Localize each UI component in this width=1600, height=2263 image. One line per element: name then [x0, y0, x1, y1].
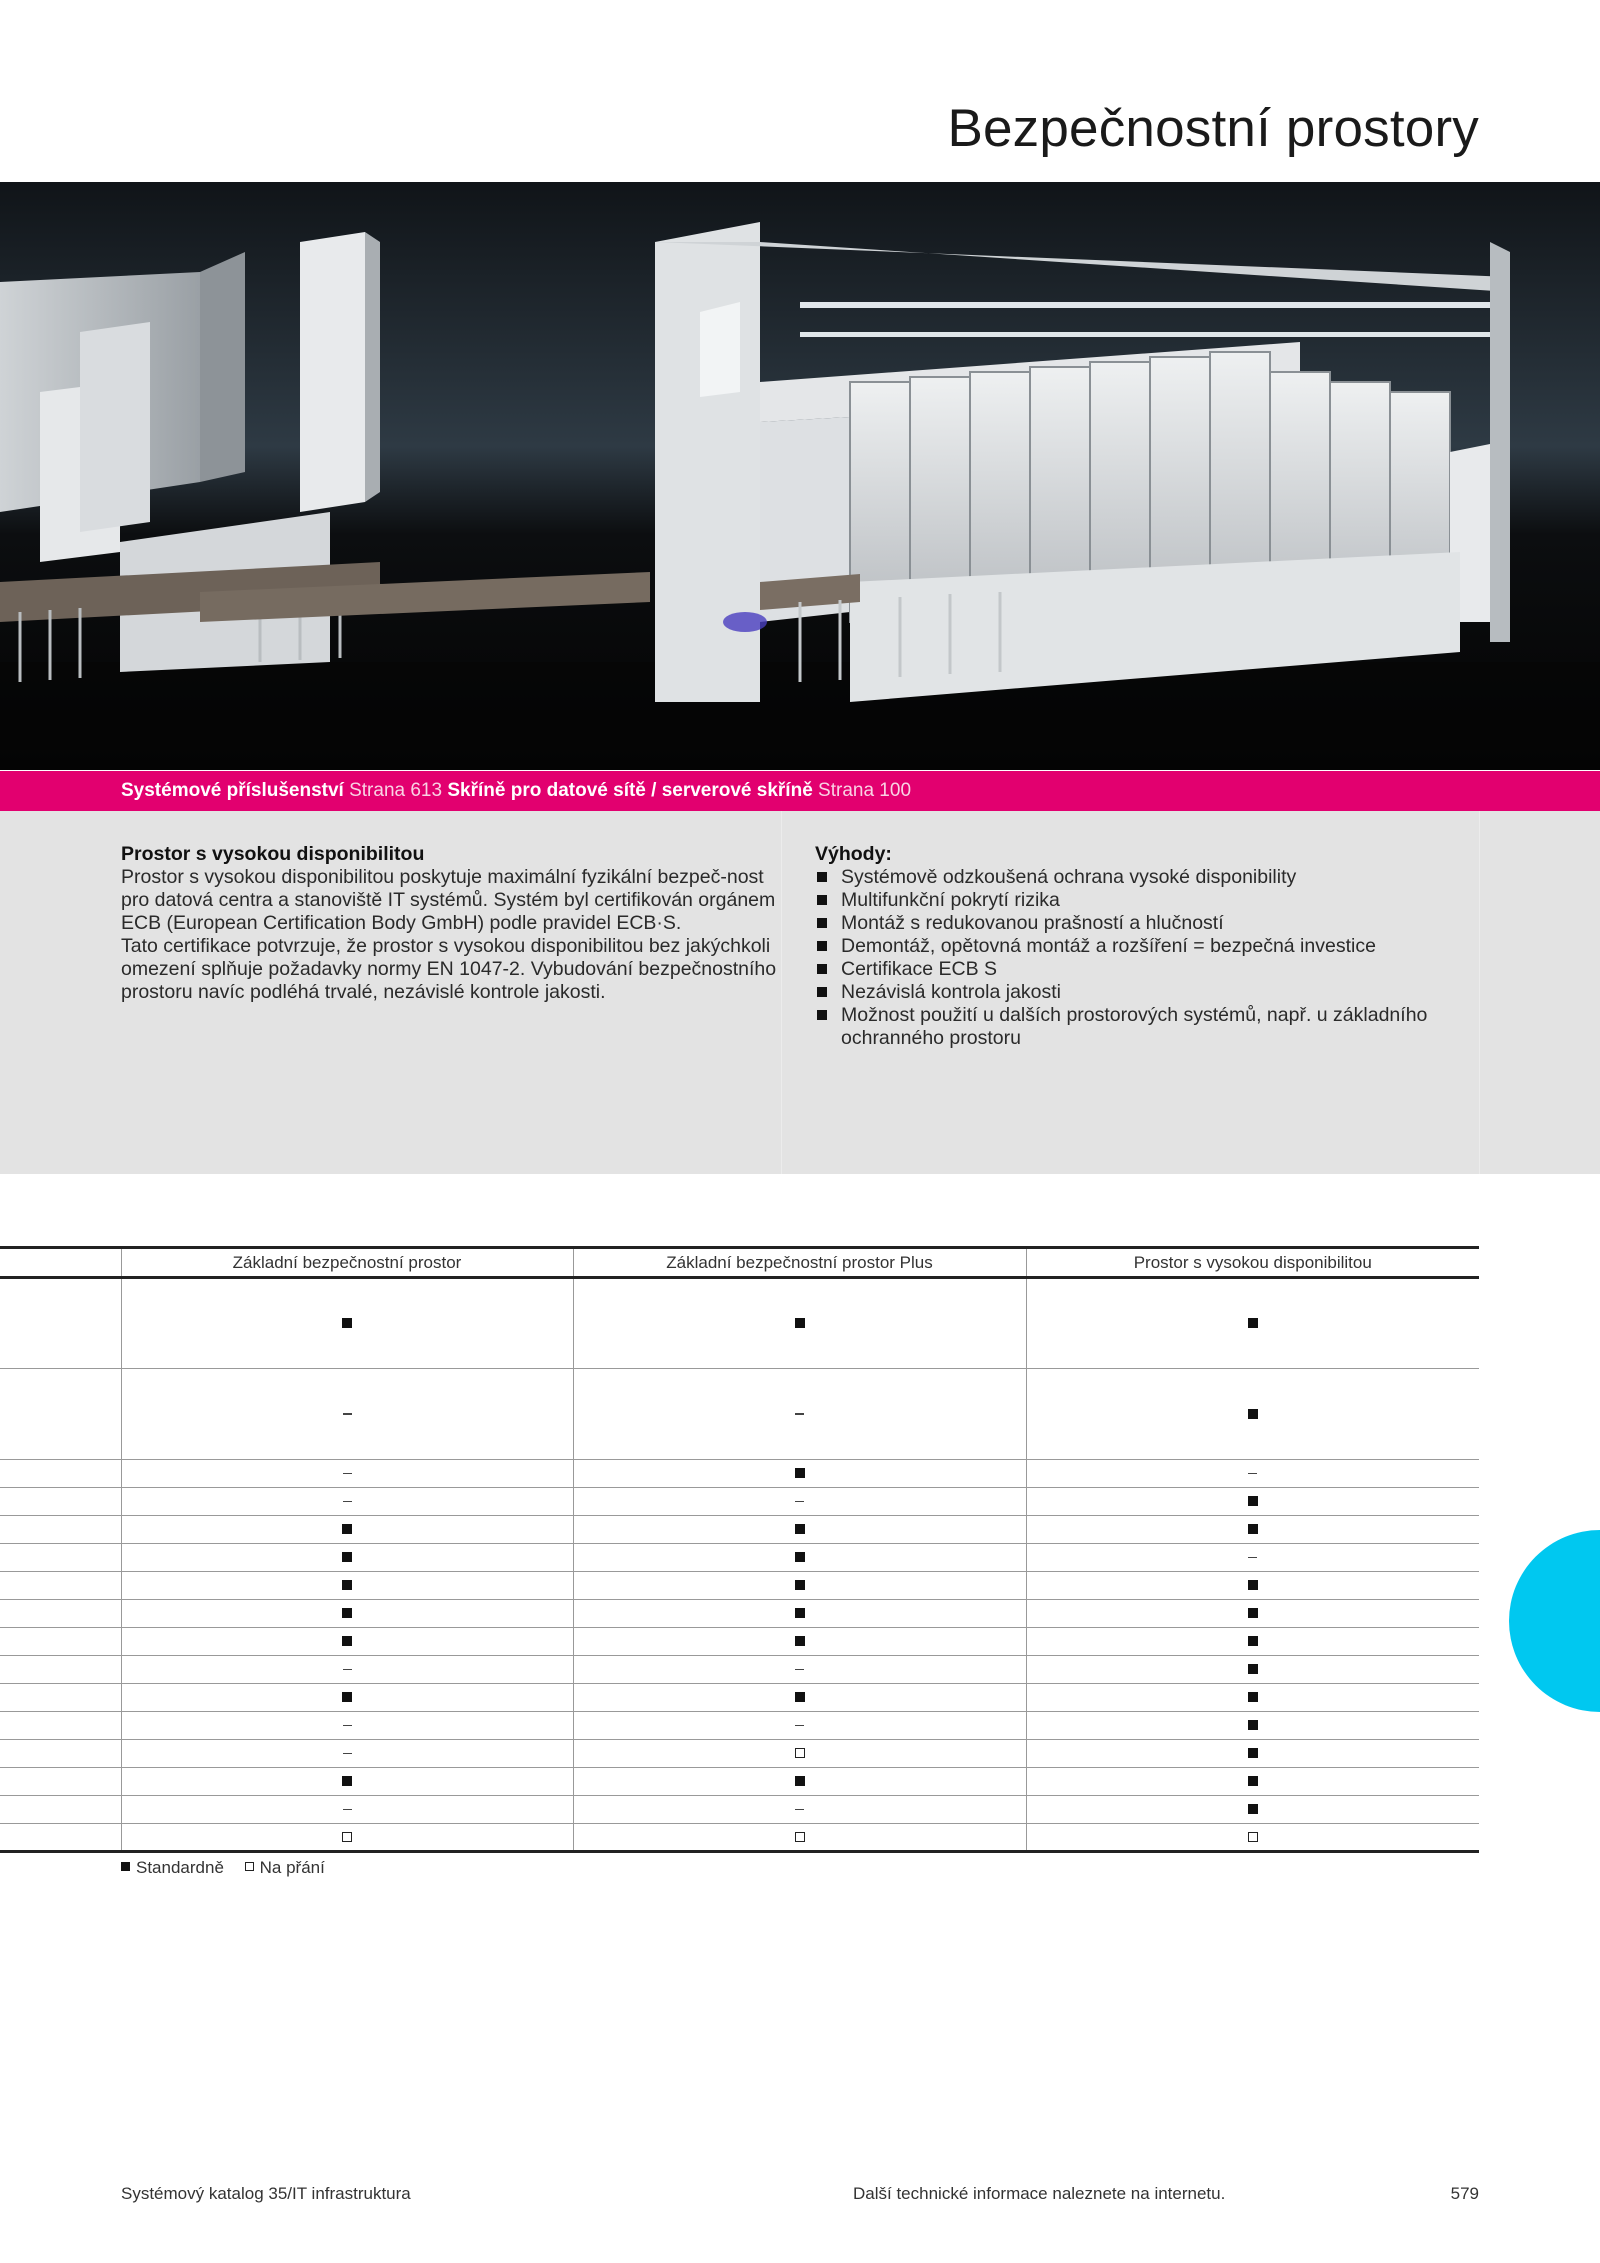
table-cell — [1026, 1516, 1479, 1544]
standard-mark-icon — [342, 1692, 352, 1702]
standard-mark-icon — [1248, 1804, 1258, 1814]
list-item: Nezávislá kontrola jakosti — [815, 981, 1475, 1004]
row-label-cell — [0, 1488, 121, 1516]
not-available-dash-icon — [343, 1413, 352, 1415]
table-row — [0, 1740, 1479, 1768]
table-cell — [573, 1684, 1026, 1712]
table-row — [0, 1278, 1479, 1369]
table-cell — [121, 1712, 573, 1740]
not-available-dash-icon — [1248, 1557, 1257, 1559]
hero-image — [0, 182, 1600, 770]
table-row — [0, 1768, 1479, 1796]
standard-mark-icon — [795, 1776, 805, 1786]
table-cell — [573, 1278, 1026, 1369]
table-cell — [121, 1824, 573, 1852]
not-available-dash-icon — [343, 1725, 352, 1727]
table-cell — [1026, 1572, 1479, 1600]
table-row — [0, 1656, 1479, 1684]
advantages-list — [815, 866, 1475, 1050]
table-cell — [121, 1656, 573, 1684]
standard-square-icon — [121, 1862, 130, 1871]
standard-mark-icon — [342, 1608, 352, 1618]
intro-column — [121, 843, 781, 1004]
standard-mark-icon — [795, 1524, 805, 1534]
intro-paragraph-2: Tato certifikace potvrzuje, že prostor s vysokou disponibilitou bez jakýchkoli omezení splňuje požadavky normy EN 1047-2. Vybudování bezpečnostního prostoru navíc podléhá trvalé, nezávislé kontrole jakosti. — [121, 935, 777, 1003]
standard-mark-icon — [1248, 1720, 1258, 1730]
not-available-dash-icon — [343, 1753, 352, 1755]
table-cell — [1026, 1796, 1479, 1824]
table-cell — [573, 1740, 1026, 1768]
table-row — [0, 1460, 1479, 1488]
table-row — [0, 1796, 1479, 1824]
row-label-cell — [0, 1768, 121, 1796]
standard-mark-icon — [1248, 1636, 1258, 1646]
optional-mark-icon — [795, 1832, 805, 1842]
row-label-cell — [0, 1628, 121, 1656]
row-label-cell — [0, 1278, 121, 1369]
standard-mark-icon — [342, 1318, 352, 1328]
table-cell — [121, 1768, 573, 1796]
page-title: Bezpečnostní prostory — [947, 99, 1479, 158]
standard-mark-icon — [795, 1468, 805, 1478]
standard-mark-icon — [342, 1776, 352, 1786]
table-cell — [121, 1600, 573, 1628]
table-row — [0, 1544, 1479, 1572]
table-cell — [121, 1516, 573, 1544]
not-available-dash-icon — [1248, 1473, 1257, 1475]
enclosures-link-label[interactable]: Skříně pro datové sítě / serverové skříně — [447, 780, 813, 801]
table-cell — [1026, 1684, 1479, 1712]
table-row — [0, 1684, 1479, 1712]
row-label-cell — [0, 1712, 121, 1740]
column-header-basic-plus: Základní bezpečnostní prostor Plus — [573, 1248, 1026, 1278]
list-item: Možnost použití u dalších prostorových systémů, např. u základního ochranného prostoru — [815, 1004, 1475, 1050]
row-label-cell — [0, 1656, 121, 1684]
standard-mark-icon — [1248, 1748, 1258, 1758]
table-row — [0, 1369, 1479, 1460]
legend-optional-label: Na přání — [259, 1858, 325, 1877]
legend-standard-label: Standardně — [136, 1858, 224, 1877]
standard-mark-icon — [342, 1636, 352, 1646]
table-cell — [573, 1600, 1026, 1628]
table-cell — [121, 1740, 573, 1768]
list-item: Multifunkční pokrytí rizika — [815, 889, 1475, 912]
table-cell — [573, 1460, 1026, 1488]
accessories-page-ref: Strana 613 — [349, 780, 443, 801]
table-cell — [1026, 1488, 1479, 1516]
accessories-link-label[interactable]: Systémové příslušenství — [121, 780, 344, 801]
row-label-cell — [0, 1516, 121, 1544]
row-label-cell — [0, 1684, 121, 1712]
intro-paragraph-1: Prostor s vysokou disponibilitou poskytuje maximální fyzikální bezpeč-nost pro datová centra a stanoviště IT systémů. Systém byl certifikován orgánem ECB (European Certification Body GmbH) podle pravidel ECB·S. — [121, 866, 776, 934]
row-label-header — [0, 1248, 121, 1278]
table-row — [0, 1488, 1479, 1516]
list-item: Montáž s redukovanou prašností a hlučností — [815, 912, 1475, 935]
table-row — [0, 1516, 1479, 1544]
row-label-cell — [0, 1796, 121, 1824]
intro-heading: Prostor s vysokou disponibilitou — [121, 843, 425, 865]
description-panel — [0, 811, 1600, 1174]
standard-mark-icon — [1248, 1664, 1258, 1674]
table-cell — [121, 1460, 573, 1488]
table-cell — [1026, 1544, 1479, 1572]
not-available-dash-icon — [343, 1809, 352, 1811]
list-item: Systémově odzkoušená ochrana vysoké disponibility — [815, 866, 1475, 889]
table-cell — [573, 1544, 1026, 1572]
not-available-dash-icon — [795, 1413, 804, 1415]
optional-mark-icon — [1248, 1832, 1258, 1842]
table-row — [0, 1824, 1479, 1852]
table-cell — [573, 1796, 1026, 1824]
table-cell — [573, 1572, 1026, 1600]
table-cell — [573, 1712, 1026, 1740]
table-cell — [573, 1768, 1026, 1796]
row-label-cell — [0, 1369, 121, 1460]
row-label-cell — [0, 1460, 121, 1488]
not-available-dash-icon — [343, 1501, 352, 1503]
footer-note: Další technické informace naleznete na internetu. — [853, 2184, 1226, 2203]
standard-mark-icon — [795, 1692, 805, 1702]
column-header-basic: Základní bezpečnostní prostor — [121, 1248, 573, 1278]
table-cell — [1026, 1600, 1479, 1628]
cross-reference-bar — [0, 771, 1600, 811]
table-cell — [573, 1369, 1026, 1460]
legend-standard — [121, 1858, 224, 1878]
list-item: Demontáž, opětovná montáž a rozšíření = bezpečná investice — [815, 935, 1475, 958]
table-header-row — [0, 1248, 1479, 1278]
standard-mark-icon — [1248, 1608, 1258, 1618]
table-cell — [573, 1824, 1026, 1852]
table-cell — [573, 1656, 1026, 1684]
footer-catalog: Systémový katalog 35/IT infrastruktura — [121, 2184, 411, 2203]
table-row — [0, 1712, 1479, 1740]
standard-mark-icon — [795, 1318, 805, 1328]
advantages-column — [815, 843, 1475, 1050]
standard-mark-icon — [1248, 1776, 1258, 1786]
table-cell — [121, 1544, 573, 1572]
table-cell — [121, 1488, 573, 1516]
legend — [121, 1858, 341, 1878]
standard-mark-icon — [1248, 1318, 1258, 1328]
standard-mark-icon — [342, 1524, 352, 1534]
table-cell — [121, 1278, 573, 1369]
standard-mark-icon — [1248, 1524, 1258, 1534]
row-label-cell — [0, 1740, 121, 1768]
table-cell — [1026, 1768, 1479, 1796]
standard-mark-icon — [342, 1552, 352, 1562]
page-number: 579 — [1450, 2184, 1479, 2203]
table-cell — [1026, 1824, 1479, 1852]
table-cell — [121, 1369, 573, 1460]
advantages-heading: Výhody: — [815, 843, 892, 865]
table-cell — [1026, 1278, 1479, 1369]
list-item: Certifikace ECB S — [815, 958, 1475, 981]
table-cell — [573, 1516, 1026, 1544]
not-available-dash-icon — [343, 1473, 352, 1475]
row-label-cell — [0, 1600, 121, 1628]
table-cell — [1026, 1369, 1479, 1460]
standard-mark-icon — [1248, 1409, 1258, 1419]
optional-mark-icon — [795, 1748, 805, 1758]
table-row — [0, 1572, 1479, 1600]
standard-mark-icon — [795, 1608, 805, 1618]
enclosures-page-ref: Strana 100 — [818, 780, 912, 801]
standard-mark-icon — [795, 1580, 805, 1590]
not-available-dash-icon — [343, 1669, 352, 1671]
not-available-dash-icon — [795, 1809, 804, 1811]
row-label-cell — [0, 1824, 121, 1852]
comparison-table — [0, 1246, 1479, 1853]
table-cell — [1026, 1460, 1479, 1488]
table-body — [0, 1278, 1479, 1852]
not-available-dash-icon — [795, 1725, 804, 1727]
not-available-dash-icon — [795, 1501, 804, 1503]
table-cell — [121, 1796, 573, 1824]
standard-mark-icon — [342, 1580, 352, 1590]
row-label-cell — [0, 1572, 121, 1600]
table-cell — [573, 1628, 1026, 1656]
table-cell — [1026, 1740, 1479, 1768]
optional-mark-icon — [342, 1832, 352, 1842]
standard-mark-icon — [795, 1552, 805, 1562]
table-cell — [1026, 1628, 1479, 1656]
standard-mark-icon — [795, 1636, 805, 1646]
table-cell — [1026, 1712, 1479, 1740]
optional-square-icon — [245, 1862, 254, 1871]
chapter-tab[interactable] — [1509, 1530, 1600, 1712]
standard-mark-icon — [1248, 1692, 1258, 1702]
row-label-cell — [0, 1544, 121, 1572]
standard-mark-icon — [1248, 1496, 1258, 1506]
table-cell — [121, 1572, 573, 1600]
table-row — [0, 1600, 1479, 1628]
table-row — [0, 1628, 1479, 1656]
table-cell — [121, 1684, 573, 1712]
not-available-dash-icon — [795, 1669, 804, 1671]
table-cell — [573, 1488, 1026, 1516]
table-cell — [121, 1628, 573, 1656]
column-header-high-availability: Prostor s vysokou disponibilitou — [1026, 1248, 1479, 1278]
legend-optional — [245, 1858, 325, 1878]
table-cell — [1026, 1656, 1479, 1684]
standard-mark-icon — [1248, 1580, 1258, 1590]
